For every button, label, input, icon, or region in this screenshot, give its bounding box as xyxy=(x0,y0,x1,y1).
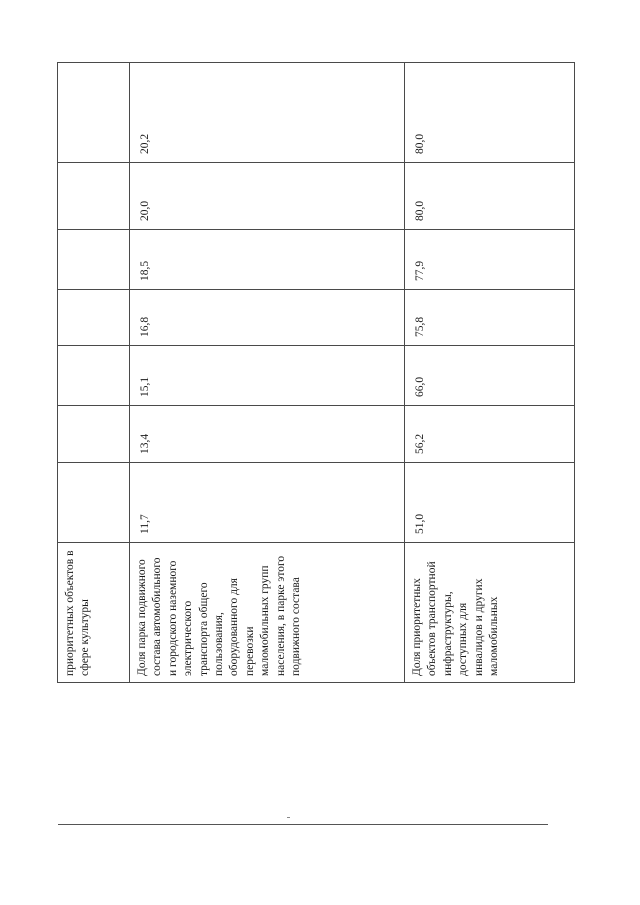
value-cell xyxy=(58,406,130,463)
value-cell: 80,0 xyxy=(405,163,575,230)
value-cell xyxy=(58,230,130,290)
value-cell xyxy=(58,163,130,230)
indicators-table xyxy=(57,62,575,683)
row-label: приоритетных объектов в сфере культуры xyxy=(58,543,130,683)
value-cell: 66,0 xyxy=(405,346,575,406)
value-cell: 77,9 xyxy=(405,230,575,290)
value-cell: 51,0 xyxy=(405,463,575,543)
value-cell: 20,2 xyxy=(130,63,405,163)
value-cell: 56,2 xyxy=(405,406,575,463)
value-cell xyxy=(58,290,130,346)
footer-rule xyxy=(58,824,548,825)
value-cell: 16,8 xyxy=(130,290,405,346)
value-cell: 15,1 xyxy=(130,346,405,406)
value-cell: 75,8 xyxy=(405,290,575,346)
value-cell: 20,0 xyxy=(130,163,405,230)
value-cell xyxy=(58,63,130,163)
value-cell: 13,4 xyxy=(130,406,405,463)
scan-speck xyxy=(287,817,290,818)
value-cell xyxy=(58,346,130,406)
table-row xyxy=(405,63,575,683)
value-cell: 80,0 xyxy=(405,63,575,163)
value-cell xyxy=(58,463,130,543)
row-label: Доля приоритетных объектов транспортной инфраструктуры, доступных для инвалидов и других маломобильных xyxy=(405,543,575,683)
value-cell: 18,5 xyxy=(130,230,405,290)
value-cell: 11,7 xyxy=(130,463,405,543)
table-row xyxy=(130,63,405,683)
table-row xyxy=(58,63,130,683)
row-label: Доля парка подвижного состава автомобильного и городского наземного электрического транспорта общего пользования, оборудованного для перевозки маломобильных групп населения, в парке этого подвижного состава xyxy=(130,543,405,683)
